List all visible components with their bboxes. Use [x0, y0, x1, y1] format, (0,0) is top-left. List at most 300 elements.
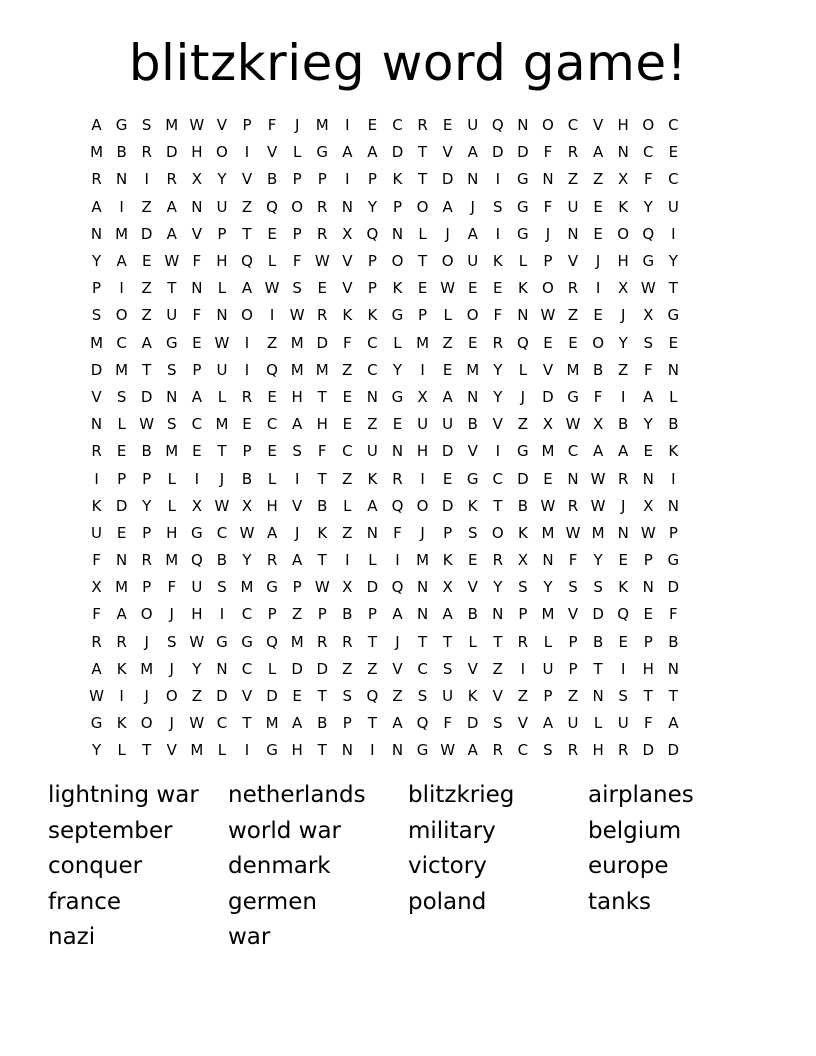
grid-letter[interactable]: V — [292, 496, 303, 515]
grid-letter[interactable]: P — [367, 252, 377, 271]
grid-letter[interactable]: E — [267, 442, 277, 461]
grid-letter[interactable]: A — [592, 442, 604, 461]
grid-letter[interactable]: K — [342, 306, 353, 325]
grid-letter[interactable]: O — [542, 116, 554, 135]
grid-letter[interactable]: M — [265, 714, 279, 733]
letter-grid[interactable] — [84, 112, 736, 765]
grid-letter[interactable]: I — [119, 687, 124, 706]
grid-letter[interactable]: Y — [593, 551, 603, 570]
grid-letter[interactable]: P — [518, 605, 528, 624]
grid-letter[interactable]: O — [140, 605, 153, 624]
grid-letter[interactable]: W — [565, 523, 581, 542]
grid-letter[interactable]: X — [592, 415, 604, 434]
grid-letter[interactable]: U — [617, 714, 629, 733]
grid-letter[interactable]: A — [91, 197, 102, 216]
grid-letter[interactable]: D — [441, 442, 454, 461]
grid-letter[interactable]: G — [165, 333, 178, 352]
grid-letter[interactable]: G — [316, 143, 329, 162]
grid-letter[interactable]: K — [517, 523, 528, 542]
grid-letter[interactable]: E — [192, 442, 202, 461]
grid-letter[interactable]: L — [167, 469, 176, 488]
grid-letter[interactable]: T — [668, 687, 678, 706]
grid-letter[interactable]: N — [341, 741, 353, 760]
grid-letter[interactable]: C — [342, 442, 353, 461]
grid-letter[interactable]: I — [94, 469, 99, 488]
grid-letter[interactable]: J — [545, 224, 551, 243]
grid-letter[interactable]: P — [142, 578, 152, 597]
grid-letter[interactable]: V — [517, 714, 528, 733]
grid-letter[interactable]: Y — [493, 387, 503, 406]
grid-letter[interactable]: J — [620, 496, 626, 515]
grid-letter[interactable]: T — [493, 496, 503, 515]
grid-letter[interactable]: F — [92, 605, 101, 624]
grid-letter[interactable]: Q — [266, 197, 278, 216]
grid-letter[interactable]: G — [517, 197, 529, 216]
grid-letter[interactable]: H — [166, 523, 178, 542]
grid-letter[interactable]: C — [367, 360, 378, 379]
grid-letter[interactable]: T — [242, 714, 252, 733]
grid-letter[interactable]: Z — [618, 360, 629, 379]
grid-letter[interactable]: E — [292, 687, 302, 706]
grid-letter[interactable]: O — [391, 252, 404, 271]
grid-letter[interactable]: B — [517, 496, 529, 515]
grid-letter[interactable]: F — [343, 333, 352, 352]
grid-letter[interactable]: I — [495, 442, 500, 461]
grid-letter[interactable]: J — [470, 197, 475, 216]
grid-letter[interactable]: A — [342, 143, 353, 162]
grid-letter[interactable]: I — [520, 659, 526, 678]
grid-letter[interactable]: C — [668, 170, 679, 189]
grid-letter[interactable]: F — [643, 714, 653, 733]
grid-letter[interactable]: Q — [366, 224, 379, 243]
grid-letter[interactable]: C — [216, 714, 228, 733]
grid-letter[interactable]: F — [192, 306, 202, 325]
grid-letter[interactable]: B — [668, 632, 679, 651]
grid-letter[interactable]: M — [315, 360, 329, 379]
grid-letter[interactable]: O — [642, 116, 655, 135]
grid-letter[interactable]: G — [567, 387, 579, 406]
grid-letter[interactable]: U — [366, 442, 378, 461]
grid-letter[interactable]: J — [144, 687, 149, 706]
grid-letter[interactable]: N — [667, 360, 679, 379]
grid-letter[interactable]: Z — [442, 333, 453, 352]
grid-letter[interactable]: H — [291, 741, 303, 760]
grid-letter[interactable]: O — [216, 143, 228, 162]
grid-letter[interactable]: Y — [367, 197, 377, 216]
grid-letter[interactable]: D — [667, 578, 680, 597]
grid-letter[interactable]: M — [240, 578, 254, 597]
grid-letter[interactable]: T — [217, 442, 227, 461]
grid-letter[interactable]: E — [417, 279, 428, 298]
grid-letter[interactable]: Q — [491, 116, 504, 135]
grid-letter[interactable]: F — [192, 252, 202, 271]
grid-letter[interactable]: H — [266, 496, 278, 515]
grid-letter[interactable]: E — [618, 551, 628, 570]
grid-letter[interactable]: C — [241, 605, 253, 624]
grid-letter[interactable]: I — [119, 197, 124, 216]
grid-letter[interactable]: R — [567, 741, 579, 760]
grid-letter[interactable]: W — [314, 578, 330, 597]
grid-letter[interactable]: N — [617, 143, 629, 162]
grid-letter[interactable]: C — [241, 659, 253, 678]
grid-letter[interactable]: H — [642, 659, 654, 678]
grid-letter[interactable]: M — [115, 360, 129, 379]
grid-letter[interactable]: P — [543, 687, 553, 706]
grid-letter[interactable]: K — [517, 279, 528, 298]
grid-letter[interactable]: W — [214, 333, 230, 352]
grid-letter[interactable]: D — [667, 741, 680, 760]
grid-letter[interactable]: N — [667, 496, 679, 515]
grid-letter[interactable]: C — [116, 333, 127, 352]
grid-letter[interactable]: R — [91, 632, 102, 651]
grid-letter[interactable]: J — [294, 116, 300, 135]
grid-letter[interactable]: P — [668, 523, 678, 542]
grid-letter[interactable]: Z — [567, 687, 579, 706]
grid-letter[interactable]: B — [668, 415, 679, 434]
grid-letter[interactable]: R — [141, 143, 152, 162]
grid-letter[interactable]: F — [568, 551, 578, 570]
grid-letter[interactable]: P — [367, 170, 377, 189]
grid-letter[interactable]: T — [417, 143, 428, 162]
grid-letter[interactable]: Z — [141, 197, 152, 216]
grid-letter[interactable]: H — [216, 252, 228, 271]
grid-letter[interactable]: S — [493, 714, 503, 733]
grid-letter[interactable]: E — [317, 279, 327, 298]
grid-letter[interactable]: N — [642, 469, 654, 488]
grid-letter[interactable]: Y — [643, 197, 653, 216]
grid-letter[interactable]: P — [142, 469, 152, 488]
grid-letter[interactable]: A — [618, 442, 629, 461]
grid-letter[interactable]: X — [643, 306, 654, 325]
grid-letter[interactable]: K — [618, 197, 629, 216]
grid-letter[interactable]: M — [215, 415, 229, 434]
grid-letter[interactable]: P — [367, 279, 377, 298]
grid-letter[interactable]: A — [367, 496, 378, 515]
grid-letter[interactable]: M — [466, 360, 480, 379]
grid-letter[interactable]: Y — [142, 496, 152, 515]
grid-letter[interactable]: A — [91, 659, 102, 678]
grid-letter[interactable]: Z — [567, 170, 579, 189]
grid-letter[interactable]: I — [671, 224, 676, 243]
grid-letter[interactable]: F — [267, 116, 277, 135]
grid-letter[interactable]: W — [590, 469, 606, 488]
grid-letter[interactable]: A — [592, 143, 604, 162]
grid-letter[interactable]: E — [543, 333, 553, 352]
grid-letter[interactable]: V — [442, 143, 453, 162]
grid-letter[interactable]: Q — [190, 551, 203, 570]
grid-letter[interactable]: Z — [241, 197, 253, 216]
grid-letter[interactable]: E — [643, 442, 653, 461]
grid-letter[interactable]: B — [618, 415, 629, 434]
grid-letter[interactable]: Y — [392, 360, 403, 379]
grid-letter[interactable]: R — [91, 442, 102, 461]
grid-letter[interactable]: W — [189, 632, 205, 651]
grid-letter[interactable]: S — [593, 578, 603, 597]
grid-letter[interactable]: V — [467, 659, 478, 678]
grid-letter[interactable]: R — [492, 741, 503, 760]
grid-letter[interactable]: G — [216, 632, 228, 651]
grid-letter[interactable]: X — [342, 578, 353, 597]
grid-letter[interactable]: P — [117, 469, 127, 488]
grid-letter[interactable]: T — [417, 170, 428, 189]
grid-letter[interactable]: Q — [266, 632, 278, 651]
grid-letter[interactable]: V — [342, 252, 353, 271]
grid-letter[interactable]: P — [443, 523, 453, 542]
grid-letter[interactable]: A — [241, 279, 253, 298]
grid-letter[interactable]: G — [667, 551, 680, 570]
grid-letter[interactable]: O — [115, 306, 128, 325]
grid-letter[interactable]: G — [266, 578, 278, 597]
grid-letter[interactable]: O — [491, 523, 504, 542]
grid-letter[interactable]: T — [643, 687, 653, 706]
grid-letter[interactable]: B — [592, 632, 604, 651]
grid-letter[interactable]: I — [395, 551, 400, 570]
grid-letter[interactable]: K — [618, 578, 629, 597]
grid-letter[interactable]: C — [668, 116, 679, 135]
grid-letter[interactable]: V — [567, 605, 579, 624]
grid-letter[interactable]: U — [467, 252, 479, 271]
grid-letter[interactable]: T — [317, 387, 327, 406]
grid-letter[interactable]: X — [241, 496, 253, 515]
grid-letter[interactable]: P — [543, 252, 553, 271]
grid-letter[interactable]: E — [467, 279, 478, 298]
grid-letter[interactable]: X — [91, 578, 102, 597]
grid-letter[interactable]: C — [417, 659, 428, 678]
grid-letter[interactable]: L — [418, 224, 427, 243]
grid-letter[interactable]: A — [442, 605, 453, 624]
grid-letter[interactable]: R — [317, 224, 328, 243]
grid-letter[interactable]: Y — [493, 360, 503, 379]
grid-letter[interactable]: I — [345, 116, 350, 135]
grid-letter[interactable]: U — [91, 523, 103, 542]
grid-letter[interactable]: Z — [342, 523, 353, 542]
grid-letter[interactable]: Q — [241, 252, 253, 271]
grid-letter[interactable]: S — [292, 279, 302, 298]
grid-letter[interactable]: D — [216, 687, 228, 706]
grid-letter[interactable]: L — [217, 387, 227, 406]
grid-letter[interactable]: M — [290, 333, 304, 352]
grid-letter[interactable]: K — [91, 496, 102, 515]
grid-letter[interactable]: Y — [192, 659, 202, 678]
grid-letter[interactable]: H — [617, 252, 629, 271]
grid-letter[interactable]: X — [618, 279, 629, 298]
grid-letter[interactable]: D — [291, 659, 303, 678]
grid-letter[interactable]: L — [518, 252, 528, 271]
grid-letter[interactable]: D — [466, 714, 479, 733]
grid-letter[interactable]: N — [90, 224, 103, 243]
grid-letter[interactable]: R — [567, 496, 579, 515]
grid-letter[interactable]: C — [492, 469, 504, 488]
grid-letter[interactable]: E — [442, 116, 453, 135]
grid-letter[interactable]: G — [191, 523, 203, 542]
grid-letter[interactable]: O — [416, 197, 429, 216]
grid-letter[interactable]: X — [643, 496, 654, 515]
grid-letter[interactable]: W — [164, 252, 180, 271]
grid-letter[interactable]: G — [241, 632, 253, 651]
grid-letter[interactable]: P — [292, 170, 302, 189]
grid-letter[interactable]: D — [316, 659, 329, 678]
grid-letter[interactable]: Z — [392, 687, 403, 706]
grid-letter[interactable]: S — [342, 687, 353, 706]
grid-letter[interactable]: V — [542, 360, 554, 379]
grid-letter[interactable]: R — [517, 632, 529, 651]
grid-letter[interactable]: G — [517, 442, 529, 461]
grid-letter[interactable]: W — [289, 306, 305, 325]
grid-letter[interactable]: J — [169, 714, 174, 733]
grid-letter[interactable]: J — [144, 632, 149, 651]
grid-letter[interactable]: N — [391, 741, 404, 760]
grid-letter[interactable]: E — [493, 279, 503, 298]
grid-letter[interactable]: P — [568, 632, 578, 651]
grid-letter[interactable]: B — [592, 360, 604, 379]
grid-letter[interactable]: R — [317, 306, 328, 325]
grid-letter[interactable]: E — [467, 333, 478, 352]
grid-letter[interactable]: B — [317, 714, 328, 733]
grid-letter[interactable]: E — [116, 442, 127, 461]
grid-letter[interactable]: Z — [367, 415, 378, 434]
grid-letter[interactable]: G — [115, 116, 128, 135]
grid-letter[interactable]: K — [467, 687, 478, 706]
grid-letter[interactable]: V — [392, 659, 403, 678]
grid-letter[interactable]: N — [542, 551, 554, 570]
grid-letter[interactable]: W — [590, 496, 606, 515]
grid-letter[interactable]: Z — [191, 687, 202, 706]
grid-letter[interactable]: Z — [141, 279, 152, 298]
grid-letter[interactable]: M — [416, 333, 430, 352]
grid-letter[interactable]: C — [367, 333, 378, 352]
grid-letter[interactable]: D — [366, 578, 379, 597]
grid-letter[interactable]: T — [242, 224, 252, 243]
grid-letter[interactable]: J — [395, 632, 400, 651]
grid-letter[interactable]: T — [417, 632, 428, 651]
grid-letter[interactable]: T — [142, 360, 152, 379]
grid-letter[interactable]: Z — [266, 333, 278, 352]
grid-letter[interactable]: N — [592, 687, 604, 706]
grid-letter[interactable]: D — [266, 687, 278, 706]
grid-letter[interactable]: M — [290, 360, 304, 379]
grid-letter[interactable]: Z — [342, 469, 353, 488]
grid-letter[interactable]: V — [467, 578, 478, 597]
grid-letter[interactable]: W — [640, 279, 656, 298]
grid-letter[interactable]: E — [568, 333, 578, 352]
grid-letter[interactable]: R — [392, 469, 403, 488]
grid-letter[interactable]: A — [166, 224, 177, 243]
grid-letter[interactable]: T — [493, 632, 503, 651]
grid-letter[interactable]: Y — [242, 551, 252, 570]
grid-letter[interactable]: N — [216, 659, 228, 678]
grid-letter[interactable]: O — [241, 306, 253, 325]
grid-letter[interactable]: M — [591, 523, 605, 542]
grid-letter[interactable]: B — [467, 415, 478, 434]
grid-letter[interactable]: V — [592, 116, 604, 135]
grid-letter[interactable]: J — [169, 659, 174, 678]
grid-letter[interactable]: L — [393, 333, 402, 352]
grid-letter[interactable]: A — [442, 197, 453, 216]
grid-letter[interactable]: N — [416, 578, 429, 597]
grid-letter[interactable]: V — [567, 252, 579, 271]
grid-letter[interactable]: O — [291, 197, 304, 216]
grid-letter[interactable]: G — [391, 387, 404, 406]
grid-letter[interactable]: H — [416, 442, 429, 461]
grid-letter[interactable]: I — [595, 279, 601, 298]
grid-letter[interactable]: R — [492, 333, 503, 352]
grid-letter[interactable]: B — [342, 605, 353, 624]
grid-letter[interactable]: E — [668, 143, 679, 162]
grid-letter[interactable]: Z — [342, 360, 353, 379]
grid-letter[interactable]: Z — [292, 605, 303, 624]
grid-letter[interactable]: A — [191, 387, 202, 406]
grid-letter[interactable]: V — [342, 279, 353, 298]
grid-letter[interactable]: Z — [517, 415, 528, 434]
grid-letter[interactable]: J — [219, 469, 225, 488]
grid-letter[interactable]: D — [517, 143, 529, 162]
grid-letter[interactable]: I — [119, 279, 124, 298]
grid-letter[interactable]: F — [292, 252, 302, 271]
grid-letter[interactable]: D — [517, 469, 529, 488]
grid-letter[interactable]: E — [267, 387, 277, 406]
grid-letter[interactable]: Z — [342, 659, 353, 678]
grid-letter[interactable]: X — [342, 224, 353, 243]
grid-letter[interactable]: M — [315, 116, 329, 135]
grid-letter[interactable]: H — [316, 415, 328, 434]
grid-letter[interactable]: O — [165, 687, 178, 706]
grid-letter[interactable]: K — [467, 496, 478, 515]
grid-letter[interactable]: K — [492, 252, 503, 271]
grid-letter[interactable]: A — [643, 387, 654, 406]
grid-letter[interactable]: T — [317, 687, 327, 706]
grid-letter[interactable]: L — [368, 551, 377, 570]
grid-letter[interactable]: Z — [492, 659, 503, 678]
grid-letter[interactable]: I — [244, 333, 250, 352]
grid-letter[interactable]: E — [643, 605, 653, 624]
grid-letter[interactable]: R — [317, 632, 328, 651]
grid-letter[interactable]: C — [392, 116, 403, 135]
grid-letter[interactable]: L — [518, 360, 528, 379]
grid-letter[interactable]: H — [291, 387, 303, 406]
grid-letter[interactable]: Y — [643, 415, 653, 434]
grid-letter[interactable]: S — [618, 687, 628, 706]
grid-letter[interactable]: O — [592, 333, 604, 352]
grid-letter[interactable]: P — [92, 279, 102, 298]
grid-letter[interactable]: Q — [416, 714, 429, 733]
grid-letter[interactable]: N — [116, 551, 128, 570]
grid-letter[interactable]: M — [541, 605, 555, 624]
grid-letter[interactable]: Y — [493, 578, 503, 597]
grid-letter[interactable]: K — [367, 306, 378, 325]
grid-letter[interactable]: N — [567, 224, 579, 243]
grid-letter[interactable]: L — [117, 741, 126, 760]
grid-letter[interactable]: P — [568, 659, 578, 678]
grid-letter[interactable]: I — [420, 469, 425, 488]
grid-letter[interactable]: G — [517, 224, 529, 243]
grid-letter[interactable]: U — [567, 714, 579, 733]
grid-letter[interactable]: E — [242, 415, 252, 434]
grid-letter[interactable]: S — [493, 197, 503, 216]
grid-letter[interactable]: N — [90, 415, 103, 434]
grid-letter[interactable]: W — [565, 415, 581, 434]
grid-letter[interactable]: N — [191, 197, 203, 216]
grid-letter[interactable]: I — [420, 360, 425, 379]
grid-letter[interactable]: C — [567, 116, 579, 135]
grid-letter[interactable]: I — [671, 469, 676, 488]
grid-letter[interactable]: D — [441, 170, 454, 189]
grid-letter[interactable]: J — [620, 306, 626, 325]
grid-letter[interactable]: D — [316, 333, 329, 352]
grid-letter[interactable]: C — [517, 741, 529, 760]
grid-letter[interactable]: L — [343, 496, 352, 515]
grid-letter[interactable]: X — [417, 387, 428, 406]
grid-letter[interactable]: T — [593, 659, 603, 678]
